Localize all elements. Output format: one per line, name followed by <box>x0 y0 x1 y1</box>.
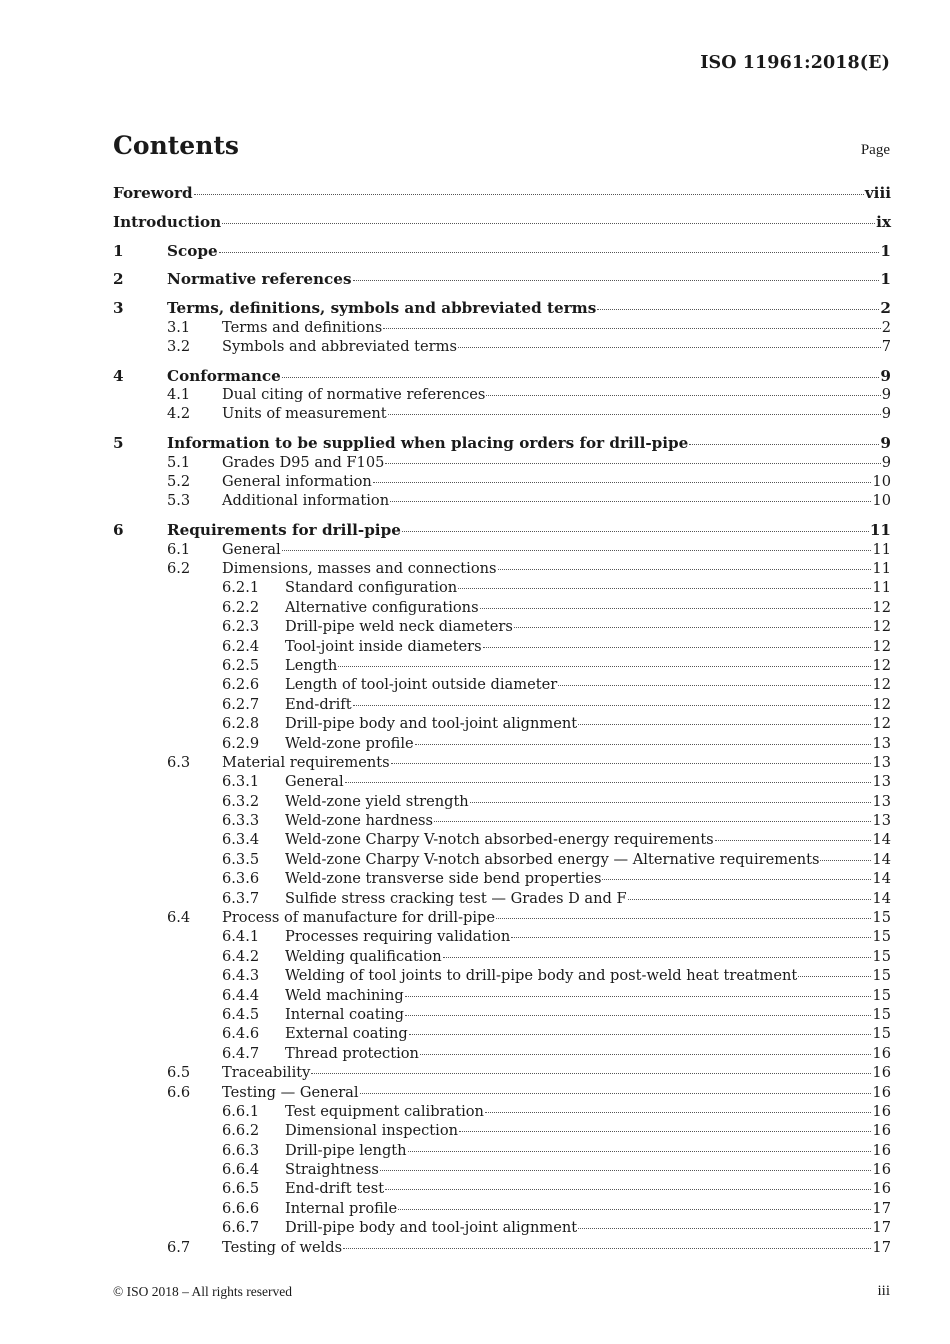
toc-entry-title: Terms, definitions, symbols and abbreviated terms <box>167 299 597 318</box>
toc-entry-number: 3.1 <box>167 318 191 336</box>
toc-entry-page: 16 <box>872 1083 891 1101</box>
toc-entry[interactable] <box>113 367 891 386</box>
toc-entry-page: 11 <box>869 521 891 540</box>
toc-entry[interactable] <box>113 928 891 947</box>
toc-entry[interactable] <box>113 1180 891 1199</box>
dot-leader <box>602 879 871 880</box>
footer-page-number: iii <box>877 1283 890 1299</box>
toc-entry[interactable] <box>113 434 891 453</box>
toc-entry-title: Traceability <box>222 1064 311 1082</box>
toc-entry-page: ix <box>876 212 891 231</box>
toc-entry-title: Internal coating <box>285 1005 404 1023</box>
toc-entry-title: Standard configuration <box>285 579 458 597</box>
toc-entry[interactable] <box>113 473 891 492</box>
toc-entry[interactable] <box>113 1006 891 1025</box>
toc-entry-number: 6.2.5 <box>222 656 260 674</box>
toc-entry[interactable] <box>113 405 891 424</box>
toc-entry-page: 10 <box>872 473 891 491</box>
dot-leader <box>388 414 881 415</box>
copyright-footer: © ISO 2018 – All rights reserved <box>113 1284 292 1299</box>
toc-entry-title: Weld-zone Charpy V-notch absorbed energy — Alternative requirements <box>285 850 820 868</box>
dot-leader <box>345 782 872 783</box>
toc-entry-title: Process of manufacture for drill-pipe <box>222 909 496 927</box>
dot-leader <box>514 627 872 628</box>
toc-entry-page: 13 <box>872 773 891 791</box>
dot-leader <box>486 395 880 396</box>
toc-entry-number: 6.2.8 <box>222 715 260 733</box>
dot-leader <box>282 377 880 378</box>
dot-leader <box>798 976 871 977</box>
toc-entry-number: 1 <box>113 241 124 260</box>
toc-entry-number: 6.2.7 <box>222 695 260 713</box>
toc-entry-number: 5.3 <box>167 492 191 510</box>
toc-entry-title: Alternative configurations <box>285 598 479 616</box>
dot-leader <box>405 1015 871 1016</box>
toc-entry[interactable] <box>113 735 891 754</box>
dot-leader <box>390 501 871 502</box>
toc-entry-number: 6.3 <box>167 753 191 771</box>
toc-entry[interactable] <box>113 696 891 715</box>
dot-leader <box>282 550 872 551</box>
toc-entry[interactable] <box>113 1142 891 1161</box>
toc-entry[interactable] <box>113 560 891 579</box>
toc-entry-number: 6.2 <box>167 559 191 577</box>
toc-entry-page: viii <box>864 184 891 202</box>
dot-leader <box>405 996 872 997</box>
toc-entry-number: 6.4 <box>167 909 191 927</box>
toc-entry-title: Drill-pipe weld neck diameters <box>285 618 513 636</box>
toc-entry-title: End-drift <box>285 695 352 713</box>
dot-leader <box>715 840 872 841</box>
dot-leader <box>383 328 880 329</box>
dot-leader <box>689 444 879 445</box>
toc-entry-number: 6.3.6 <box>222 870 260 888</box>
dot-leader <box>443 957 872 958</box>
toc-entry-title: Tool-joint inside diameters <box>285 637 482 655</box>
toc-entry-page: 12 <box>872 637 891 655</box>
toc-entry-number: 6.2.2 <box>222 598 260 616</box>
dot-leader <box>459 1131 871 1132</box>
toc-entry[interactable] <box>113 1025 891 1044</box>
toc-entry-page: 13 <box>872 734 891 752</box>
toc-entry[interactable] <box>113 386 891 405</box>
toc-entry-page: 11 <box>872 559 891 577</box>
toc-entry-page: 14 <box>872 889 891 907</box>
toc-entry-number: 5 <box>113 434 124 453</box>
toc-entry-page: 12 <box>872 676 891 694</box>
toc-entry-number: 6 <box>113 521 124 540</box>
toc-entry-title: Grades D95 and F105 <box>222 453 385 471</box>
toc-entry-page: 9 <box>881 405 891 423</box>
toc-entry-number: 6.5 <box>167 1064 191 1082</box>
toc-entry[interactable] <box>113 1045 891 1064</box>
toc-entry-title: Testing — General <box>222 1083 359 1101</box>
dot-leader <box>628 899 872 900</box>
dot-leader <box>385 463 880 464</box>
toc-entry-number: 6.6.5 <box>222 1180 260 1198</box>
toc-entry-number: 6.2.9 <box>222 734 260 752</box>
toc-entry[interactable] <box>113 242 891 261</box>
toc-entry-title: Welding of tool joints to drill-pipe body and post-weld heat treatment <box>285 967 798 985</box>
toc-entry-title: Weld-zone Charpy V-notch absorbed-energy requirements <box>285 831 714 849</box>
toc-entry-number: 5.1 <box>167 453 191 471</box>
toc-entry[interactable] <box>113 319 891 338</box>
toc-entry-number: 4.1 <box>167 386 191 404</box>
toc-entry[interactable] <box>113 1239 891 1258</box>
dot-leader <box>402 531 869 532</box>
toc-entry[interactable] <box>113 890 891 909</box>
toc-entry-title: Information to be supplied when placing orders for drill-pipe <box>167 434 689 453</box>
toc-entry[interactable] <box>113 184 891 203</box>
toc-entry-number: 6.3.2 <box>222 792 260 810</box>
toc-entry-number: 6.6.6 <box>222 1199 260 1217</box>
toc-entry-page: 14 <box>872 850 891 868</box>
toc-entry[interactable] <box>113 454 891 473</box>
toc-entry[interactable] <box>113 948 891 967</box>
toc-entry-title: Introduction <box>113 212 222 231</box>
dot-leader <box>483 647 872 648</box>
toc-entry-number: 6.3.3 <box>222 812 260 830</box>
toc-entry-number: 6.4.6 <box>222 1025 260 1043</box>
toc-entry-number: 6.6.2 <box>222 1122 260 1140</box>
toc-entry-title: End-drift test <box>285 1180 385 1198</box>
toc-entry[interactable] <box>113 793 891 812</box>
toc-entry-number: 6.2.3 <box>222 618 260 636</box>
toc-entry-page: 15 <box>872 967 891 985</box>
toc-entry-title: External coating <box>285 1025 408 1043</box>
toc-entry-title: Requirements for drill-pipe <box>167 521 401 540</box>
page-title: Contents <box>113 131 240 160</box>
toc-entry-number: 2 <box>113 270 124 289</box>
toc-entry-page: 16 <box>872 1102 891 1120</box>
toc-entry[interactable] <box>113 638 891 657</box>
toc-entry-page: 16 <box>872 1044 891 1062</box>
toc-entry-title: Weld-zone hardness <box>285 812 433 830</box>
toc-entry-number: 5.2 <box>167 473 191 491</box>
toc-entry-number: 6.6.1 <box>222 1102 260 1120</box>
dot-leader <box>511 937 871 938</box>
toc-entry[interactable] <box>113 1161 891 1180</box>
table-of-contents <box>113 184 891 1258</box>
toc-entry-page: 13 <box>872 792 891 810</box>
toc-entry[interactable] <box>113 870 891 889</box>
toc-entry-number: 6.3.5 <box>222 850 260 868</box>
dot-leader <box>343 1248 871 1249</box>
toc-entry-page: 9 <box>880 434 891 453</box>
toc-entry-page: 15 <box>872 947 891 965</box>
toc-entry-page: 1 <box>880 270 891 289</box>
toc-entry-title: General <box>285 773 344 791</box>
toc-entry[interactable] <box>113 831 891 850</box>
dot-leader <box>458 347 881 348</box>
toc-entry-title: Drill-pipe body and tool-joint alignment <box>285 715 578 733</box>
toc-entry-page: 9 <box>881 386 891 404</box>
dot-leader <box>597 309 879 310</box>
toc-entry-page: 11 <box>872 579 891 597</box>
toc-entry[interactable] <box>113 657 891 676</box>
toc-entry-number: 6.3.7 <box>222 889 260 907</box>
toc-entry[interactable] <box>113 715 891 734</box>
dot-leader <box>222 223 875 224</box>
toc-entry[interactable] <box>113 676 891 695</box>
toc-entry-title: Testing of welds <box>222 1238 343 1256</box>
toc-entry-number: 6.2.6 <box>222 676 260 694</box>
dot-leader <box>219 252 880 253</box>
toc-entry[interactable] <box>113 987 891 1006</box>
toc-entry-page: 15 <box>872 1025 891 1043</box>
toc-entry-title: Test equipment calibration <box>285 1102 484 1120</box>
toc-entry-title: Internal profile <box>285 1199 398 1217</box>
toc-entry[interactable] <box>113 338 891 357</box>
toc-entry[interactable] <box>113 599 891 618</box>
toc-entry-title: Dual citing of normative references <box>222 386 486 404</box>
toc-entry-page: 16 <box>872 1141 891 1159</box>
toc-entry-number: 6.4.7 <box>222 1044 260 1062</box>
toc-entry-page: 7 <box>881 337 891 355</box>
dot-leader <box>820 860 871 861</box>
toc-entry-page: 11 <box>872 540 891 558</box>
toc-entry[interactable] <box>113 492 891 511</box>
toc-entry-title: Processes requiring validation <box>285 928 511 946</box>
toc-entry-title: Straightness <box>285 1161 379 1179</box>
dot-leader <box>194 194 864 195</box>
toc-entry[interactable] <box>113 579 891 598</box>
dot-leader <box>420 1054 871 1055</box>
toc-entry-page: 17 <box>872 1199 891 1217</box>
toc-entry-title: Length of tool-joint outside diameter <box>285 676 558 694</box>
toc-entry[interactable] <box>113 1064 891 1083</box>
toc-entry[interactable] <box>113 851 891 870</box>
toc-entry-title: General <box>222 540 281 558</box>
toc-entry[interactable] <box>113 270 891 289</box>
toc-entry[interactable] <box>113 754 891 773</box>
dot-leader <box>360 1093 872 1094</box>
toc-entry-page: 16 <box>872 1064 891 1082</box>
toc-entry-page: 12 <box>872 598 891 616</box>
toc-entry-number: 3.2 <box>167 337 191 355</box>
toc-entry-number: 6.2.4 <box>222 637 260 655</box>
toc-entry[interactable] <box>113 1200 891 1219</box>
toc-entry-title: Foreword <box>113 184 193 202</box>
toc-entry-page: 17 <box>872 1238 891 1256</box>
dot-leader <box>434 821 871 822</box>
toc-entry-page: 14 <box>872 831 891 849</box>
toc-entry[interactable] <box>113 967 891 986</box>
toc-entry-page: 12 <box>872 656 891 674</box>
toc-entry[interactable] <box>113 541 891 560</box>
toc-entry-title: Sulfide stress cracking test — Grades D and F <box>285 889 627 907</box>
toc-entry-title: General information <box>222 473 372 491</box>
toc-entry-title: Conformance <box>167 366 281 385</box>
dot-leader <box>470 802 872 803</box>
toc-entry[interactable] <box>113 213 891 232</box>
toc-entry-page: 16 <box>872 1180 891 1198</box>
toc-entry-number: 6.2.1 <box>222 579 260 597</box>
document-id: ISO 11961:2018(E) <box>700 53 890 73</box>
toc-entry-page: 14 <box>872 870 891 888</box>
dot-leader <box>458 588 871 589</box>
dot-leader <box>353 705 872 706</box>
toc-entry-title: Additional information <box>222 492 390 510</box>
toc-entry[interactable] <box>113 1122 891 1141</box>
toc-entry-number: 6.4.1 <box>222 928 260 946</box>
toc-entry-page: 16 <box>872 1161 891 1179</box>
toc-entry-page: 2 <box>880 299 891 318</box>
dot-leader <box>578 1228 871 1229</box>
toc-entry[interactable] <box>113 1084 891 1103</box>
toc-entry-page: 17 <box>872 1219 891 1237</box>
dot-leader <box>380 1170 872 1171</box>
toc-entry-number: 6.1 <box>167 540 191 558</box>
toc-entry[interactable] <box>113 812 891 831</box>
toc-entry-page: 2 <box>881 318 891 336</box>
dot-leader <box>408 1151 872 1152</box>
toc-entry-title: Drill-pipe body and tool-joint alignment <box>285 1219 578 1237</box>
dot-leader <box>496 918 871 919</box>
toc-entry-page: 15 <box>872 986 891 1004</box>
toc-entry-number: 4 <box>113 366 124 385</box>
page-column-label: Page <box>860 142 890 158</box>
dot-leader <box>353 280 880 281</box>
toc-entry-title: Thread protection <box>285 1044 419 1062</box>
toc-entry-page: 16 <box>872 1122 891 1140</box>
toc-entry[interactable] <box>113 299 891 318</box>
dot-leader <box>311 1073 871 1074</box>
toc-entry-page: 15 <box>872 928 891 946</box>
toc-entry-number: 6.4.3 <box>222 967 260 985</box>
toc-entry-number: 6.3.4 <box>222 831 260 849</box>
toc-entry-number: 6.6.4 <box>222 1161 260 1179</box>
toc-entry[interactable] <box>113 521 891 540</box>
toc-entry-title: Length <box>285 656 338 674</box>
toc-entry-number: 6.4.4 <box>222 986 260 1004</box>
dot-leader <box>398 1209 871 1210</box>
toc-entry[interactable] <box>113 1219 891 1238</box>
toc-entry-page: 13 <box>872 812 891 830</box>
toc-entry-title: Symbols and abbreviated terms <box>222 337 457 355</box>
toc-entry[interactable] <box>113 909 891 928</box>
toc-entry[interactable] <box>113 773 891 792</box>
toc-entry-title: Scope <box>167 241 218 260</box>
toc-entry-title: Drill-pipe length <box>285 1141 407 1159</box>
dot-leader <box>578 724 871 725</box>
toc-entry-page: 12 <box>872 618 891 636</box>
toc-entry-title: Weld-zone profile <box>285 734 414 752</box>
toc-entry-page: 13 <box>872 753 891 771</box>
dot-leader <box>338 666 871 667</box>
toc-entry-number: 6.7 <box>167 1238 191 1256</box>
toc-entry-number: 6.6 <box>167 1083 191 1101</box>
dot-leader <box>498 569 872 570</box>
toc-entry-page: 1 <box>880 241 891 260</box>
toc-entry-number: 6.3.1 <box>222 773 260 791</box>
toc-entry-title: Material requirements <box>222 753 390 771</box>
toc-entry-title: Normative references <box>167 270 352 289</box>
toc-entry-number: 6.4.2 <box>222 947 260 965</box>
toc-entry-page: 12 <box>872 695 891 713</box>
dot-leader <box>409 1034 872 1035</box>
toc-entry-title: Welding qualification <box>285 947 442 965</box>
dot-leader <box>391 763 872 764</box>
toc-entry-page: 15 <box>872 1005 891 1023</box>
toc-entry-page: 12 <box>872 715 891 733</box>
toc-entry[interactable] <box>113 618 891 637</box>
toc-entry-number: 4.2 <box>167 405 191 423</box>
dot-leader <box>485 1112 871 1113</box>
toc-entry-page: 15 <box>872 909 891 927</box>
toc-entry-title: Weld-zone yield strength <box>285 792 469 810</box>
toc-entry-title: Dimensions, masses and connections <box>222 559 497 577</box>
dot-leader <box>558 685 871 686</box>
toc-entry[interactable] <box>113 1103 891 1122</box>
toc-entry-title: Weld machining <box>285 986 404 1004</box>
toc-entry-number: 6.6.3 <box>222 1141 260 1159</box>
toc-entry-page: 9 <box>881 453 891 471</box>
toc-entry-title: Terms and definitions <box>222 318 383 336</box>
toc-entry-number: 6.4.5 <box>222 1005 260 1023</box>
dot-leader <box>373 482 872 483</box>
toc-entry-title: Units of measurement <box>222 405 387 423</box>
toc-entry-page: 10 <box>872 492 891 510</box>
dot-leader <box>415 744 872 745</box>
toc-entry-number: 6.6.7 <box>222 1219 260 1237</box>
toc-entry-page: 9 <box>880 366 891 385</box>
dot-leader <box>385 1189 871 1190</box>
toc-entry-number: 3 <box>113 299 124 318</box>
toc-entry-title: Weld-zone transverse side bend properties <box>285 870 602 888</box>
dot-leader <box>480 608 872 609</box>
toc-entry-title: Dimensional inspection <box>285 1122 459 1140</box>
